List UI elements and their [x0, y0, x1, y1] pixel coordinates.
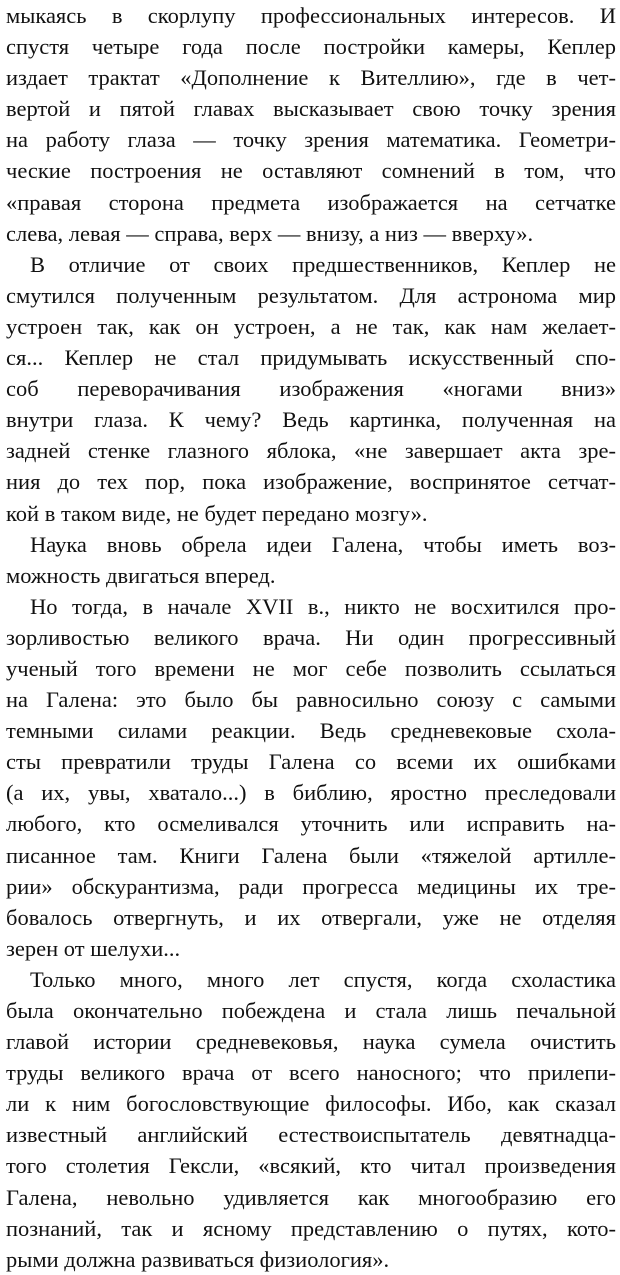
text-line: ся... Кеплер не стал придумывать искусственный спо- [6, 345, 616, 371]
text-line: рыми должна развиваться физиология». [6, 1246, 390, 1272]
text-line: (а их, увы, хватало...) в библию, яростно преследовали [6, 780, 616, 806]
text-line: познаний, так и ясному представлению о путях, кото- [6, 1215, 616, 1241]
text-line: ческие построения не оставляют сомнений в том, что [6, 158, 616, 184]
text-line: устроен так, как он устроен, а не так, как нам желает- [6, 313, 616, 339]
text-line: Только много, много лет спустя, когда схоластика [30, 966, 616, 992]
text-line: рии» обскурантизма, ради прогресса медицины их тре- [6, 873, 616, 899]
paragraph-5 [6, 964, 616, 1275]
text-line: известный английский естествоиспытатель девятнадца- [6, 1122, 616, 1148]
text-line: «правая сторона предмета изображается на сетчатке [6, 189, 616, 215]
text-line: слева, левая — справа, верх — внизу, а низ — вверху». [6, 220, 534, 246]
text-line: внутри глаза. К чему? Ведь картинка, полученная на [6, 407, 616, 433]
text-line: была окончательно побеждена и стала лишь печальной [6, 998, 616, 1023]
text-line: Наука вновь обрела идеи Галена, чтобы иметь воз- [30, 531, 616, 557]
text-line: ли к ним богословствующие философы. Ибо, как сказал [6, 1091, 616, 1117]
text-line: зерен от шелухи... [6, 935, 181, 961]
text-line: вертой и пятой главах высказывает свою точку зрения [6, 96, 616, 122]
text-line: соб переворачивания изображения «ногами вниз» [6, 376, 616, 402]
text-line: сты превратили труды Галена со всеми их ошибками [6, 749, 616, 775]
text-line: можность двигаться вперед. [6, 562, 276, 588]
text-line: труды великого врача от всего наносного; что прилепи- [6, 1060, 616, 1086]
text-line: ния до тех пор, пока изображение, воспринятое сетчат- [6, 469, 616, 495]
text-line: писанное там. Книги Галена были «тяжелой артилле- [6, 842, 616, 868]
text-line: бовалось отвергнуть, и их отвергали, уже не отделяя [6, 904, 616, 930]
paragraph-3 [6, 529, 616, 591]
text-line: задней стенке глазного яблока, «не завершает акта зре- [6, 438, 616, 464]
text-line: того столетия Гексли, «всякий, кто читал произведения [6, 1153, 616, 1179]
text-line: главой истории средневековья, наука сумела очистить [6, 1029, 616, 1055]
text-line: кой в таком виде, не будет передано мозгу». [6, 500, 428, 526]
text-line: смутился полученным результатом. Для астронома мир [6, 282, 616, 308]
text-line: ученый того времени не мог себе позволить ссылаться [6, 655, 616, 681]
text-line: зорливостью великого врача. Ни один прогрессивный [6, 624, 616, 650]
text-line: Галена, невольно удивляется как многообразию его [6, 1184, 616, 1210]
paragraph-1 [6, 0, 616, 249]
text-line: Но тогда, в начале XVII в., никто не восхитился про- [30, 593, 616, 619]
paragraph-2 [6, 249, 616, 529]
text-line: издает трактат «Дополнение к Вителлию», где в чет- [6, 65, 616, 91]
paragraph-4 [6, 591, 616, 964]
text-line: темными силами реакции. Ведь средневековые схола- [6, 718, 616, 744]
text-line: В отличие от своих предшественников, Кеплер не [30, 251, 616, 277]
text-line: на Галена: это было бы равносильно союзу с самыми [6, 687, 616, 713]
text-line: мыкаясь в скорлупу профессиональных интересов. И [6, 3, 616, 28]
text-line: любого, кто осмеливался уточнить или исправить на- [6, 811, 616, 837]
text-line: спустя четыре года после постройки камеры, Кеплер [6, 34, 616, 60]
text-line: на работу глаза — точку зрения математика. Геометри- [6, 127, 616, 153]
